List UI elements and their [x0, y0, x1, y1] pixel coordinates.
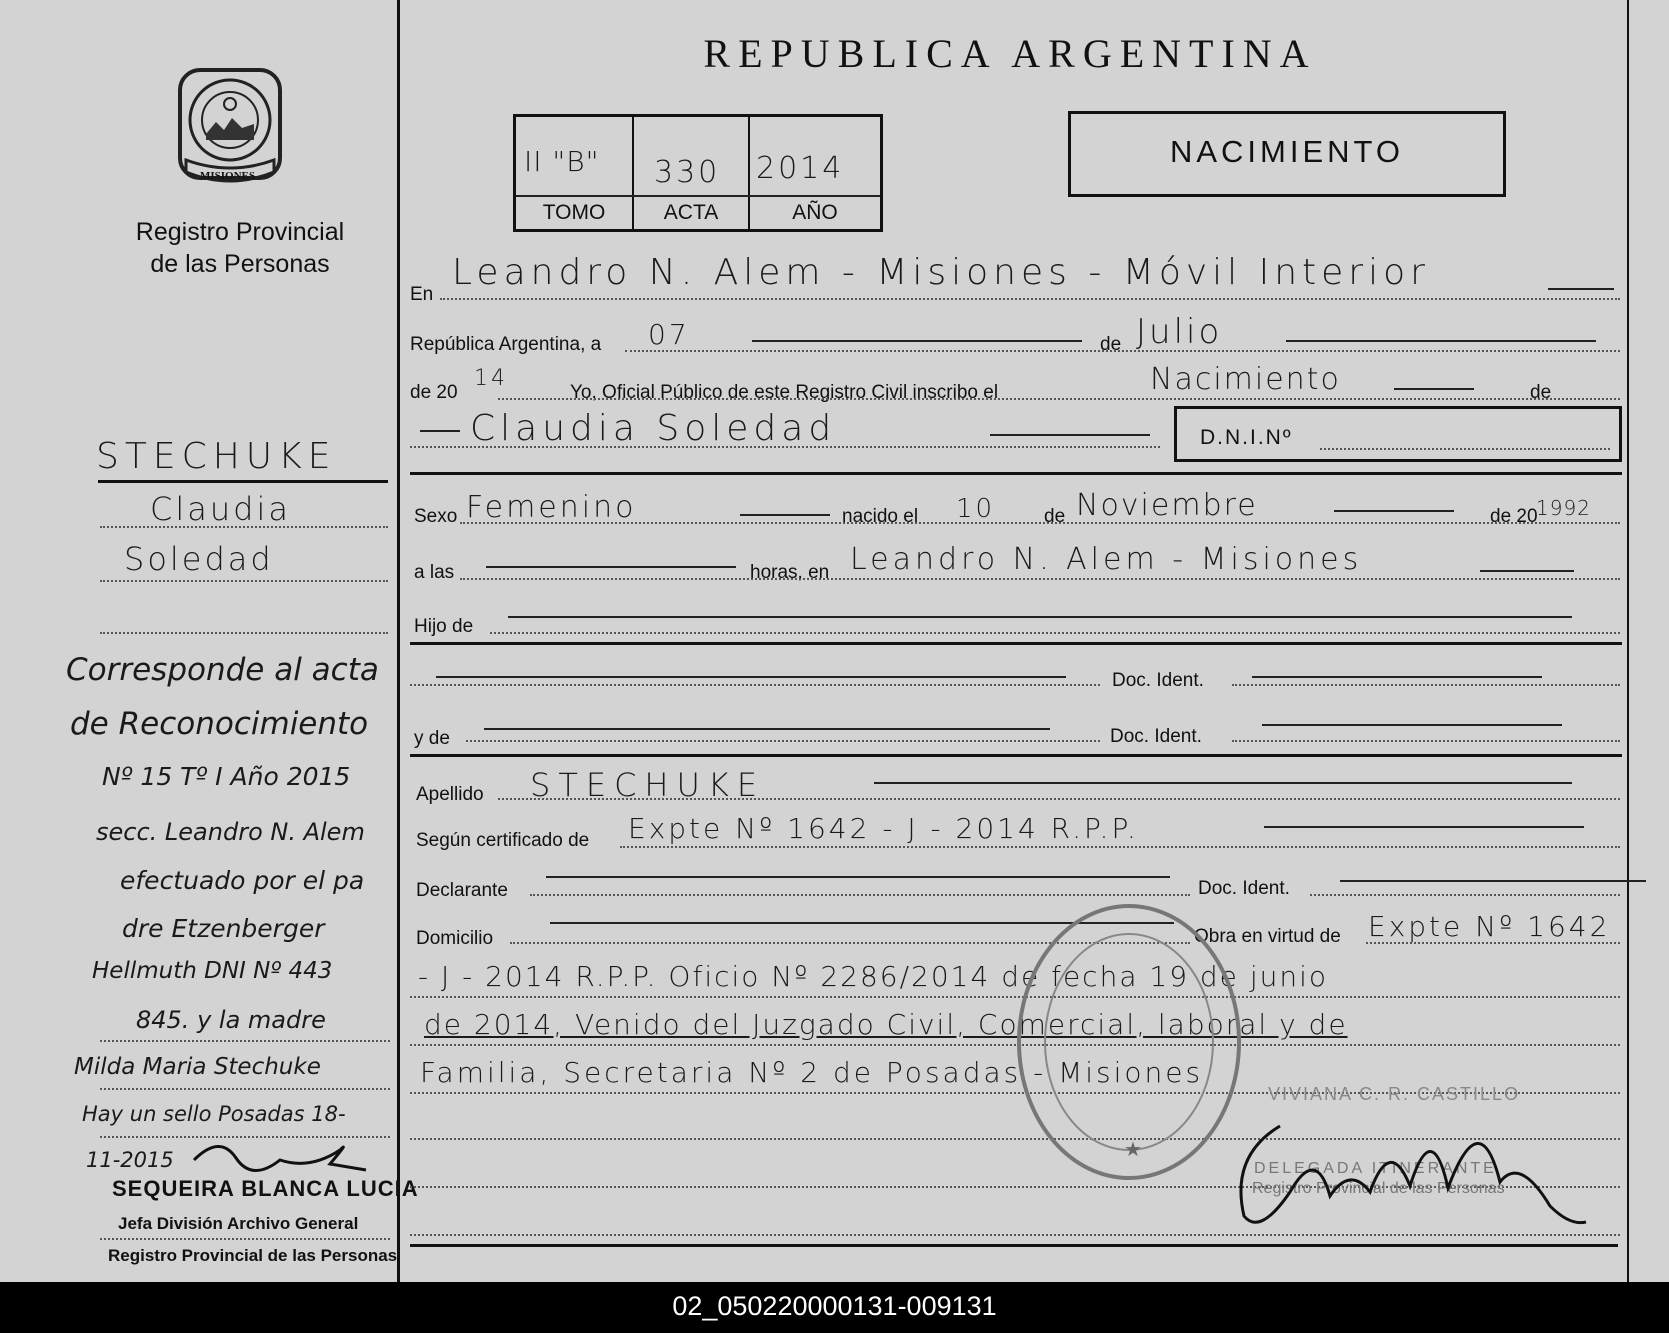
- country-title: REPUBLICA ARGENTINA: [703, 31, 1317, 76]
- y-de-label: y de: [414, 728, 450, 749]
- segun-label: Según certificado de: [416, 830, 590, 851]
- stamp-delegate-org: Registro Provincial de las Personas: [1252, 1180, 1505, 1197]
- margin-signatory-org: Registro Provincial de las Personas: [108, 1246, 398, 1265]
- birth-year-value: 1992: [1536, 496, 1591, 520]
- margin-surname: STECHUKE: [96, 436, 337, 477]
- record-type-title: NACIMIENTO: [1169, 134, 1405, 169]
- month-value: Julio: [1136, 312, 1223, 352]
- domicilio-label: Domicilio: [416, 928, 494, 949]
- official-round-stamp: [1014, 900, 1244, 1184]
- margin-signatory-name: SEQUEIRA BLANCA LUCIA: [112, 1176, 419, 1201]
- anio-label: AÑO: [792, 201, 838, 224]
- margin-signatory-role: Jefa División Archivo General: [118, 1214, 359, 1233]
- birth-year-label: de 20: [1490, 506, 1538, 527]
- margin-note-line: Nº 15 Tº I Año 2015: [102, 762, 351, 791]
- delegate-signature: [1220, 1096, 1600, 1236]
- en-label: En: [410, 284, 434, 305]
- birth-day-value: 10: [956, 494, 996, 524]
- a-las-label: a las: [414, 562, 455, 583]
- left-column-border: [397, 0, 400, 1282]
- person-name-value: Claudia Soledad: [470, 408, 837, 449]
- sexo-value: Femenino: [466, 490, 637, 525]
- year-suffix-value: 14: [474, 366, 508, 391]
- seal-bottom-text: MISIONES: [200, 170, 256, 182]
- margin-note-line: 845. y la madre: [136, 1006, 326, 1034]
- svg-text:★: ★: [1124, 1137, 1142, 1161]
- record-number-box: [513, 114, 883, 232]
- birth-month-value: Noviembre: [1076, 488, 1258, 523]
- de-label-birth: de: [1044, 506, 1066, 527]
- margin-note-line: secc. Leandro N. Alem: [96, 818, 365, 846]
- margin-given-name1: Claudia: [150, 490, 291, 528]
- margin-signature: [190, 1130, 370, 1180]
- doc-ident-label-2: Doc. Ident.: [1110, 726, 1202, 747]
- margin-note-line: 11-2015: [86, 1148, 174, 1172]
- de-label-date: de: [1100, 334, 1122, 355]
- horas-label: horas, en: [750, 562, 830, 583]
- margin-note-line: Hellmuth DNI Nº 443: [92, 958, 333, 984]
- official-text: Yo, Oficial Público de este Registro Civil inscribo el: [570, 382, 999, 403]
- apellido-label: Apellido: [416, 784, 484, 805]
- margin-note-line: Corresponde al acta: [66, 652, 379, 688]
- birthplace-value: Leandro N. Alem - Misiones: [850, 542, 1363, 577]
- anio-value: 2014: [756, 151, 845, 186]
- acta-label: ACTA: [663, 201, 719, 224]
- year-prefix-label: de 20: [410, 382, 458, 403]
- apellido-value: STECHUKE: [530, 766, 766, 804]
- obra-value-line1: Expte Nº 1642: [1368, 910, 1611, 943]
- right-page-border: [1627, 0, 1629, 1282]
- obra-value-line3: de 2014, Venido del Juzgado Civil, Comercial, laboral y de: [424, 1008, 1348, 1041]
- obra-value-line4: Familia, Secretaria Nº 2 de Posadas - Misiones: [420, 1056, 1204, 1089]
- stamp-delegate-role: DELEGADA ITINERANTE: [1254, 1160, 1497, 1177]
- nacido-label: nacido el: [842, 506, 919, 527]
- margin-note-line: Hay un sello Posadas 18-: [82, 1102, 346, 1126]
- margin-note-line: efectuado por el pa: [120, 866, 365, 895]
- obra-value-line2: - J - 2014 R.P.P. Oficio Nº 2286/2014 de fecha 19 de junio: [418, 960, 1328, 993]
- de-label-act: de: [1530, 382, 1552, 403]
- day-value: 07: [648, 318, 690, 351]
- place-value: Leandro N. Alem - Misiones - Móvil Interior: [452, 252, 1430, 293]
- margin-note-line: dre Etzenberger: [122, 914, 325, 943]
- sexo-label: Sexo: [414, 506, 458, 527]
- margin-note-line: Milda Maria Stechuke: [74, 1054, 321, 1080]
- tomo-label: TOMO: [542, 201, 606, 224]
- act-type-value: Nacimiento: [1150, 362, 1341, 397]
- hijo-de-label: Hijo de: [414, 616, 474, 637]
- stamp-delegate-name: VIVIANA C. R. CASTILLO: [1268, 1084, 1521, 1104]
- obra-label: Obra en virtud de: [1194, 926, 1341, 947]
- registry-name-line1: Registro Provincial: [135, 218, 345, 246]
- segun-value: Expte Nº 1642 - J - 2014 R.P.P.: [628, 812, 1139, 845]
- republica-label: República Argentina, a: [410, 334, 602, 355]
- registry-name-line2: de las Personas: [150, 250, 330, 278]
- tomo-value: II "B": [524, 145, 600, 178]
- margin-note-line: de Reconocimiento: [70, 706, 369, 742]
- margin-given-name2: Soledad: [124, 540, 274, 578]
- acta-value: 330: [654, 155, 721, 190]
- document-id-footer: 02_050220000131-009131: [0, 1282, 1669, 1333]
- dni-label: D.N.I.Nº: [1200, 426, 1293, 449]
- declarante-label: Declarante: [416, 880, 508, 901]
- doc-ident-label-3: Doc. Ident.: [1198, 878, 1290, 899]
- doc-ident-label-1: Doc. Ident.: [1112, 670, 1204, 691]
